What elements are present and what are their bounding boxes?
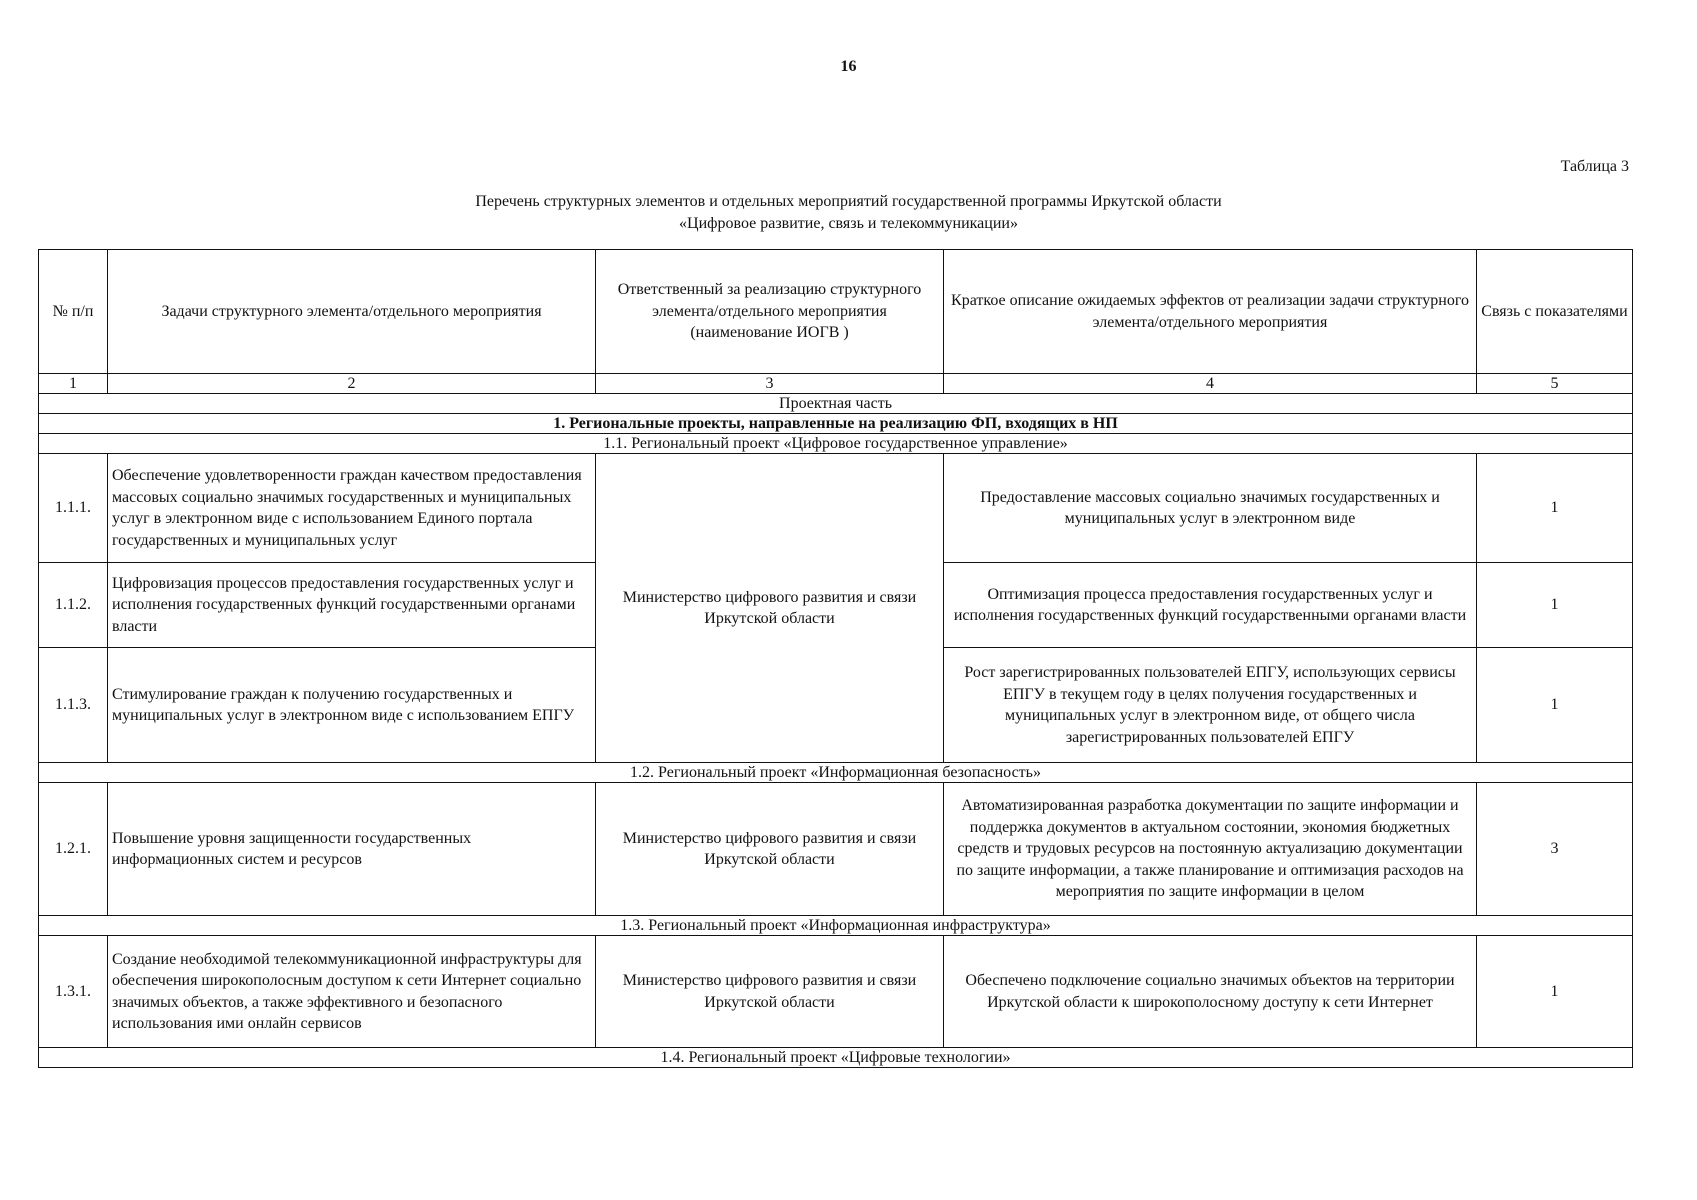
row-number: 1.1.3.	[39, 648, 108, 763]
title-line-2: «Цифровое развитие, связь и телекоммуникации»	[679, 215, 1018, 232]
header-task: Задачи структурного элемента/отдельного мероприятия	[108, 250, 596, 374]
row-link: 1	[1477, 454, 1633, 563]
row-task: Стимулирование граждан к получению государственных и муниципальных услуг в электронном виде с использованием ЕПГУ	[108, 648, 596, 763]
row-link: 3	[1477, 783, 1633, 916]
header-link: Связь с показателями	[1477, 250, 1633, 374]
section-row	[39, 434, 1633, 454]
row-number: 1.3.1.	[39, 936, 108, 1048]
table-row	[39, 783, 1633, 916]
table-label: Таблица 3	[1560, 158, 1629, 175]
section-project-part: Проектная часть	[39, 394, 1633, 414]
row-effect: Оптимизация процесса предоставления государственных услуг и исполнения государственных функций государственными органами власти	[944, 563, 1477, 648]
row-responsible: Министерство цифрового развития и связи Иркутской области	[596, 783, 944, 916]
row-task: Цифровизация процессов предоставления государственных услуг и исполнения государственных функций государственными органами власти	[108, 563, 596, 648]
row-task: Обеспечение удовлетворенности граждан качеством предоставления массовых социально значимых государственных и муниципальных услуг в электронном виде с использованием Единого портала государственных и муниципальных услуг	[108, 454, 596, 563]
row-link: 1	[1477, 936, 1633, 1048]
row-link: 1	[1477, 648, 1633, 763]
section-row	[39, 916, 1633, 936]
title-line-1: Перечень структурных элементов и отдельных мероприятий государственной программы Иркутской области	[475, 193, 1222, 210]
section-row	[39, 1048, 1633, 1068]
section-row	[39, 763, 1633, 783]
section-row	[39, 394, 1633, 414]
row-effect: Рост зарегистрированных пользователей ЕПГУ, использующих сервисы ЕПГУ в текущем году в целях получения государственных и муниципальных услуг в электронном виде, от общего числа зарегистрированных пользователей ЕПГУ	[944, 648, 1477, 763]
header-effects: Краткое описание ожидаемых эффектов от реализации задачи структурного элемента/отдельного мероприятия	[944, 250, 1477, 374]
row-effect: Обеспечено подключение социально значимых объектов на территории Иркутской области к широкополосному доступу к сети Интернет	[944, 936, 1477, 1048]
row-effect: Предоставление массовых социально значимых государственных и муниципальных услуг в электронном виде	[944, 454, 1477, 563]
document-title	[0, 191, 1697, 235]
row-link: 1	[1477, 563, 1633, 648]
section-1-3: 1.3. Региональный проект «Информационная инфраструктура»	[39, 916, 1633, 936]
table-header-row	[39, 250, 1633, 374]
page-number: 16	[840, 58, 857, 75]
column-number: 4	[944, 374, 1477, 394]
table-row	[39, 936, 1633, 1048]
column-number: 5	[1477, 374, 1633, 394]
section-1: 1. Региональные проекты, направленные на реализацию ФП, входящих в НП	[39, 414, 1633, 434]
column-number: 1	[39, 374, 108, 394]
section-row	[39, 414, 1633, 434]
section-1-2: 1.2. Региональный проект «Информационная безопасность»	[39, 763, 1633, 783]
row-number: 1.1.1.	[39, 454, 108, 563]
section-1-4: 1.4. Региональный проект «Цифровые технологии»	[39, 1048, 1633, 1068]
column-number: 2	[108, 374, 596, 394]
row-task: Повышение уровня защищенности государственных информационных систем и ресурсов	[108, 783, 596, 916]
column-number-row	[39, 374, 1633, 394]
table-row	[39, 454, 1633, 563]
row-task: Создание необходимой телекоммуникационной инфраструктуры для обеспечения широкополосным доступом к сети Интернет социально значимых объектов, а также эффективного и безопасного использования ими онлайн сервисов	[108, 936, 596, 1048]
section-1-1: 1.1. Региональный проект «Цифровое государственное управление»	[39, 434, 1633, 454]
column-number: 3	[596, 374, 944, 394]
header-num: № п/п	[39, 250, 108, 374]
row-effect: Автоматизированная разработка документации по защите информации и поддержка документов в актуальном состоянии, экономия бюджетных средств и трудовых ресурсов на постоянную актуализацию документации по защите информации, а также планирование и оптимизация расходов на мероприятия по защите информации в целом	[944, 783, 1477, 916]
structural-elements-table	[38, 249, 1633, 1068]
row-number: 1.1.2.	[39, 563, 108, 648]
header-responsible: Ответственный за реализацию структурного элемента/отдельного мероприятия (наименование ИОГВ )	[596, 250, 944, 374]
row-responsible: Министерство цифрового развития и связи Иркутской области	[596, 454, 944, 763]
row-number: 1.2.1.	[39, 783, 108, 916]
row-responsible: Министерство цифрового развития и связи Иркутской области	[596, 936, 944, 1048]
